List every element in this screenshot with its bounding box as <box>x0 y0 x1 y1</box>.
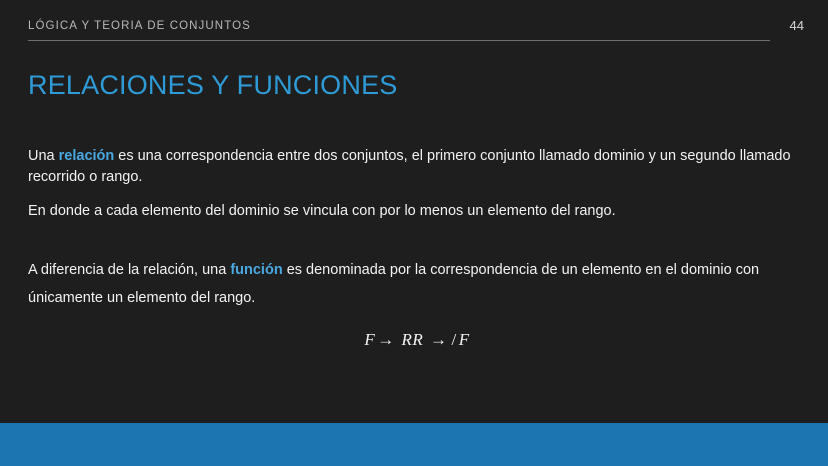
arrow-right-icon: → <box>377 330 395 350</box>
paragraph-funcion-text-after: es denominada por la correspondencia de un elemento en el dominio con únicamente un elemento del rango. <box>28 261 760 306</box>
page-title: RELACIONES Y FUNCIONES <box>28 70 398 100</box>
arrow-right-icon-2: → <box>430 330 448 350</box>
term-relacion: relación <box>58 148 115 164</box>
paragraph-relacion-text-after: es una correspondencia entre dos conjuntos, el primero conjunto llamado dominio y un segundo llamado recorrido o rango. <box>28 148 791 185</box>
paragraph-relacion-text-before: Una <box>28 148 59 164</box>
header-divider <box>28 40 770 41</box>
formula-middle: RR <box>401 330 424 350</box>
formula <box>28 328 806 352</box>
paragraph-dominio-rango: En donde a cada elemento del dominio se vincula con por lo menos un elemento del rango. <box>28 203 616 220</box>
paragraph-funcion-text-before: A diferencia de la relación, una <box>28 261 231 278</box>
slash-symbol: / <box>451 330 457 350</box>
paragraph-relacion <box>28 146 806 187</box>
slide-header <box>28 20 800 42</box>
slide-body <box>28 146 806 352</box>
header-title: LÓGICA Y TEORIA DE CONJUNTOS <box>28 20 251 32</box>
formula-left: F <box>364 330 376 350</box>
paragraph-funcion <box>28 256 806 313</box>
page-number: 44 <box>789 18 804 33</box>
footer-bar <box>0 423 828 466</box>
term-funcion: función <box>230 261 283 278</box>
formula-right: F <box>458 330 470 350</box>
